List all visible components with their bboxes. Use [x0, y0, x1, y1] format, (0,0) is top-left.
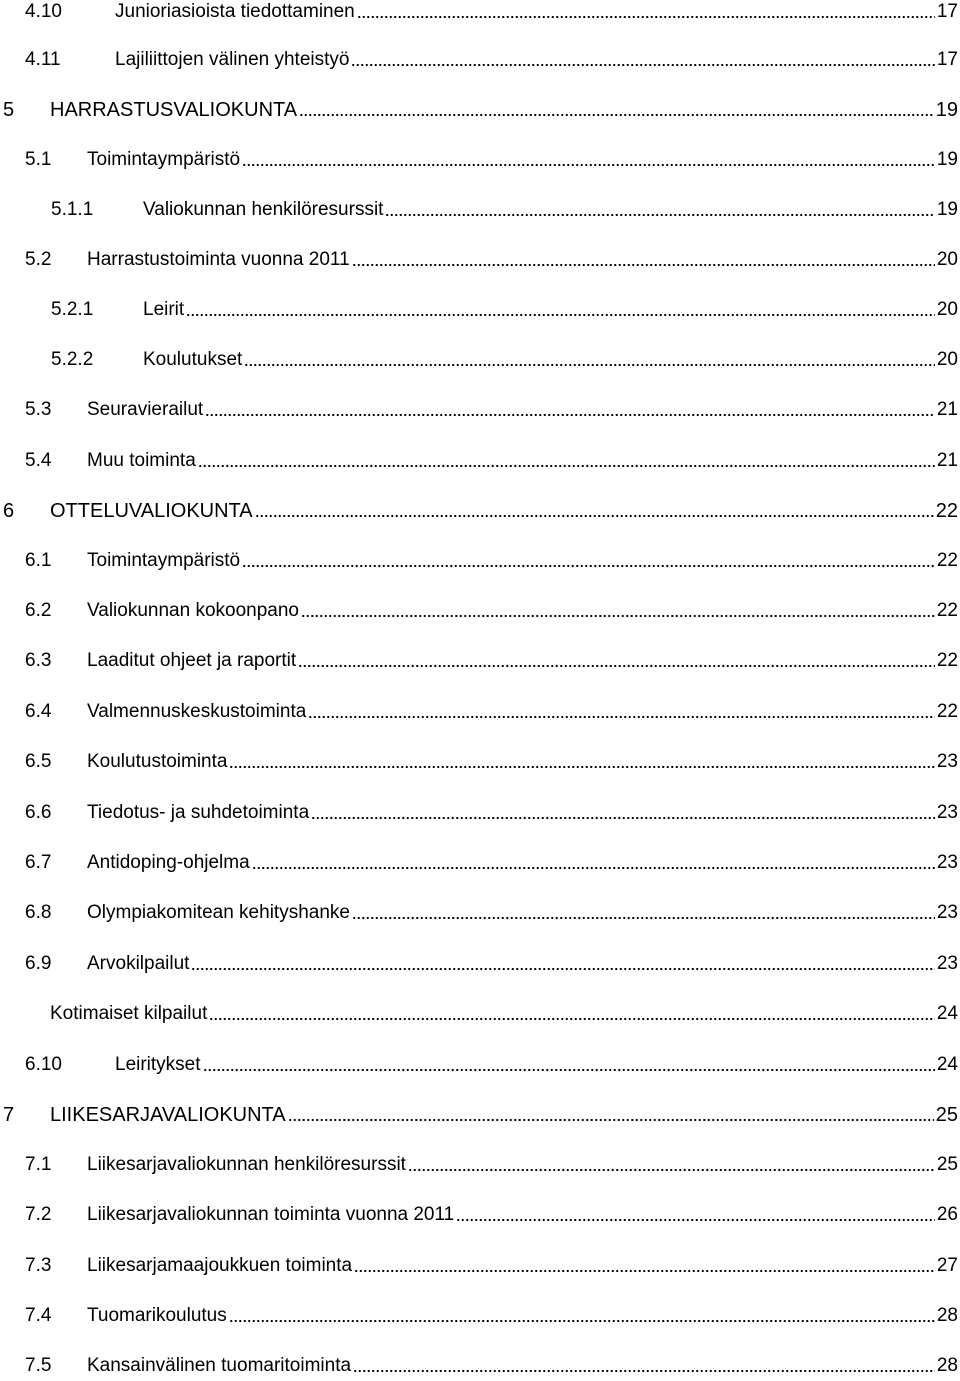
toc-entry-number: 6.7 — [25, 852, 52, 873]
toc-entry[interactable] — [0, 345, 958, 375]
toc-entry-title: Kotimaiset kilpailut — [50, 1003, 208, 1024]
toc-entry-title: Valiokunnan henkilöresurssit — [143, 199, 384, 220]
toc-entry-page: 22 — [935, 499, 958, 522]
toc-entry-title: HARRASTUSVALIOKUNTA — [50, 98, 298, 121]
toc-leader-dots — [353, 1365, 935, 1373]
toc-entry-page: 23 — [936, 802, 958, 823]
toc-leader-dots — [311, 812, 935, 820]
toc-entry-number: 7.1 — [25, 1154, 52, 1175]
toc-entry-title: Laaditut ohjeet ja raportit — [87, 650, 297, 671]
toc-entry-title: Toimintaympäristö — [87, 149, 241, 170]
toc-entry-title: Kansainvälinen tuomaritoiminta — [87, 1355, 352, 1376]
toc-entry-number: 5.1 — [25, 149, 52, 170]
toc-entry-number: 7 — [3, 1103, 15, 1126]
toc-leader-dots — [191, 963, 934, 971]
toc-entry-title: Junioriasioista tiedottaminen — [115, 1, 355, 22]
toc-entry-page: 28 — [936, 1305, 958, 1326]
toc-entry-page: 27 — [936, 1255, 958, 1276]
toc-entry-number: 6.6 — [25, 802, 52, 823]
toc-entry-number: 5.3 — [25, 399, 52, 420]
toc-entry-page: 23 — [936, 852, 958, 873]
toc-entry-number: 5.2 — [25, 249, 52, 270]
toc-leader-dots — [203, 1064, 935, 1072]
toc-entry-number: 5.4 — [25, 450, 52, 471]
toc-entry-title: Seuravierailut — [87, 399, 204, 420]
toc-entry-page: 24 — [936, 1003, 958, 1024]
toc-entry-title: Koulutustoiminta — [87, 751, 228, 772]
toc-entry-number: 6.1 — [25, 550, 52, 571]
toc-entry-page: 24 — [936, 1054, 958, 1075]
toc-entry[interactable] — [0, 245, 958, 275]
toc-entry-number: 6.9 — [25, 953, 52, 974]
toc-entry-number: 6.8 — [25, 902, 52, 923]
toc-entry-number: 6 — [3, 499, 15, 522]
toc-entry-page: 17 — [936, 49, 958, 70]
toc-entry-title: Tuomarikoulutus — [87, 1305, 227, 1326]
toc-entry-number: 7.2 — [25, 1204, 52, 1225]
toc-entry-title: Liikesarjamaajoukkuen toiminta — [87, 1255, 353, 1276]
toc-entry[interactable] — [0, 898, 958, 928]
toc-leader-dots — [354, 1265, 935, 1273]
toc-entry[interactable] — [0, 1251, 958, 1281]
toc-leader-dots — [308, 711, 935, 719]
toc-entry-page: 23 — [936, 751, 958, 772]
toc-entry-number: 5 — [3, 98, 15, 121]
toc-leader-dots — [351, 59, 934, 67]
toc-entry-title: Valmennuskeskustoiminta — [87, 701, 307, 722]
toc-entry-page: 23 — [936, 902, 958, 923]
toc-entry-page: 22 — [936, 701, 958, 722]
toc-entry[interactable] — [0, 1150, 958, 1180]
toc-entry-page: 23 — [936, 953, 958, 974]
toc-entry-page: 21 — [936, 450, 958, 471]
toc-entry-number: 5.2.2 — [51, 349, 94, 370]
toc-entry-number: 6.10 — [25, 1054, 62, 1075]
toc-entry[interactable] — [0, 1100, 958, 1130]
toc-leader-dots — [186, 309, 935, 317]
toc-entry-page: 22 — [936, 600, 958, 621]
toc-entry[interactable] — [0, 646, 958, 676]
toc-entry[interactable] — [0, 295, 958, 325]
toc-entry-number: 6.4 — [25, 701, 52, 722]
toc-entry-number: 6.5 — [25, 751, 52, 772]
toc-entry[interactable] — [0, 596, 958, 626]
toc-leader-dots — [352, 912, 935, 920]
toc-entry-title: Harrastustoiminta vuonna 2011 — [87, 249, 350, 270]
toc-entry[interactable] — [0, 446, 958, 476]
toc-leader-dots — [298, 660, 935, 668]
toc-entry-page: 21 — [936, 399, 958, 420]
toc-leader-dots — [244, 359, 935, 367]
toc-entry-number: 7.3 — [25, 1255, 52, 1276]
toc-entry[interactable] — [0, 45, 958, 75]
toc-entry-number: 7.4 — [25, 1305, 52, 1326]
toc-entry-title: Arvokilpailut — [87, 953, 190, 974]
toc-entry-page: 17 — [936, 1, 958, 22]
toc-entry-number: 4.10 — [25, 1, 62, 22]
toc-entry-title: Tiedotus- ja suhdetoiminta — [87, 802, 310, 823]
toc-entry-title: Leirit — [143, 299, 185, 320]
toc-entry-title: Muu toiminta — [87, 450, 196, 471]
toc-entry-title: Antidoping-ohjelma — [87, 852, 250, 873]
toc-entry-page: 22 — [936, 550, 958, 571]
toc-leader-dots — [456, 1214, 935, 1222]
toc-entry-number: 4.11 — [25, 49, 61, 70]
toc-leader-dots — [352, 259, 935, 267]
toc-entry[interactable] — [0, 999, 958, 1029]
toc-entry-page: 19 — [936, 199, 958, 220]
toc-entry-page: 22 — [936, 650, 958, 671]
toc-entry-number: 5.1.1 — [51, 199, 94, 220]
toc-entry[interactable] — [0, 1351, 958, 1381]
toc-entry-page: 26 — [936, 1204, 958, 1225]
toc-leader-dots — [288, 1114, 934, 1122]
toc-leader-dots — [229, 761, 934, 769]
toc-entry-page: 20 — [936, 299, 958, 320]
toc-leader-dots — [252, 862, 935, 870]
toc-leader-dots — [229, 1315, 935, 1323]
toc-entry-title: OTTELUVALIOKUNTA — [50, 499, 253, 522]
toc-entry[interactable] — [0, 697, 958, 727]
toc-entry[interactable] — [0, 1050, 958, 1080]
toc-entry-title: Lajiliittojen välinen yhteistyö — [115, 49, 350, 70]
toc-entry-page: 19 — [936, 149, 958, 170]
toc-entry-title: Liikesarjavaliokunnan toiminta vuonna 2011 — [87, 1204, 455, 1225]
toc-entry-title: Leiritykset — [115, 1054, 201, 1075]
toc-leader-dots — [242, 159, 935, 167]
toc-leader-dots — [408, 1164, 935, 1172]
toc-entry[interactable] — [0, 195, 958, 225]
toc-entry-page: 20 — [936, 249, 958, 270]
toc-leader-dots — [385, 209, 934, 217]
toc-entry-title: Olympiakomitean kehityshanke — [87, 902, 350, 923]
toc-entry-title: Liikesarjavaliokunnan henkilöresurssit — [87, 1154, 406, 1175]
toc-entry[interactable] — [0, 546, 958, 576]
toc-leader-dots — [205, 409, 935, 417]
toc-entry-page: 20 — [936, 349, 958, 370]
toc-leader-dots — [301, 610, 935, 618]
toc-entry-number: 7.5 — [25, 1355, 52, 1376]
toc-entry-number: 5.2.1 — [51, 299, 94, 320]
toc-leader-dots — [357, 11, 935, 19]
toc-entry-title: Toimintaympäristö — [87, 550, 241, 571]
toc-leader-dots — [242, 560, 935, 568]
toc-leader-dots — [255, 510, 934, 518]
toc-entry[interactable] — [0, 848, 958, 878]
toc-entry[interactable] — [0, 798, 958, 828]
toc-entry[interactable] — [0, 496, 958, 526]
toc-entry-page: 25 — [935, 1103, 958, 1126]
toc-leader-dots — [198, 460, 935, 468]
toc-entry-title: LIIKESARJAVALIOKUNTA — [50, 1103, 286, 1126]
toc-leader-dots — [299, 109, 934, 117]
toc-entry-number: 6.2 — [25, 600, 52, 621]
toc-entry[interactable] — [0, 1301, 958, 1331]
toc-entry[interactable] — [0, 1200, 958, 1230]
toc-entry-page: 28 — [936, 1355, 958, 1376]
toc-entry[interactable] — [0, 395, 958, 425]
toc-entry-number: 6.3 — [25, 650, 52, 671]
toc-entry[interactable] — [0, 0, 958, 27]
toc-entry[interactable] — [0, 95, 958, 125]
toc-entry[interactable] — [0, 145, 958, 175]
toc-entry-title: Valiokunnan kokoonpano — [87, 600, 299, 621]
toc-entry-title: Koulutukset — [143, 349, 243, 370]
toc-leader-dots — [209, 1013, 935, 1021]
toc-entry[interactable] — [0, 747, 958, 777]
toc-entry-page: 19 — [935, 98, 958, 121]
toc-entry[interactable] — [0, 949, 958, 979]
toc-entry-page: 25 — [936, 1154, 958, 1175]
